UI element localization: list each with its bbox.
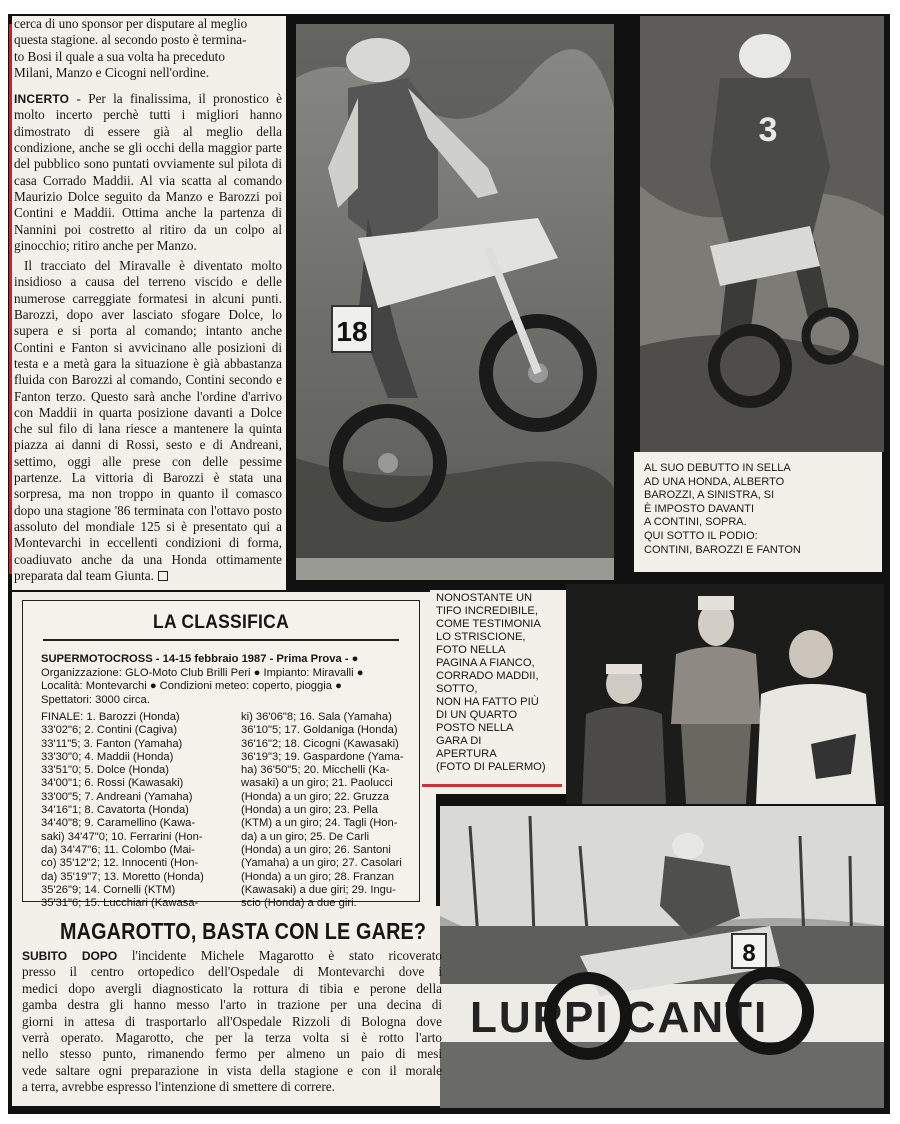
red-underline bbox=[422, 784, 562, 787]
results-column-1: FINALE: 1. Barozzi (Honda) 33'02"6; 2. Contini (Cagiva) 33'11"5; 3. Fanton (Yamaha) 33'30"0; 4. Maddii (Honda) 33'51"0; 5. Dolce (Honda) 34'00"1; 6. Rossi (Kawasaki) 33'00"5; 7. Andreani (Yamaha) 34'16"1; 8. Cavatorta (Honda) 34'40"8; 9. Caramellino (Kawa- saki) 34'47"0; 10. Ferrarini (Hon- da) 34'47"6; 11. Colombo (Mai- co) 35'12"2; 12. Innocenti (Hon- da) 35'19"7; 13. Moretto (Honda) 35'26"9; 14. Cornelli (KTM) 35'31"6; 15. Lucchiari (Kawasa- bbox=[41, 711, 204, 910]
incerto-kicker: INCERTO bbox=[14, 92, 70, 107]
banner-text: LUPPI CANTI bbox=[470, 993, 769, 1042]
photo-rider-maddii-banner bbox=[440, 806, 884, 1108]
incerto-text: - Per la finalissima, il pronostico è molto incerto perchè tutti i migliori hanno dimostrato di essere già al meglio della condizione, anche se gli occhi della maggior parte del pubblico sono puntati ovviamente sul pilota di casa Corrado Maddii. Al via scatta al comando Maurizio Dolce seguito da Manzo e Barozzi poi Contini e Maddii. Ottima anche la partenza di Nannini poi costretto al ritiro da un colpo al ginocchio; ritiro anche per Manzo. bbox=[14, 91, 282, 253]
caption-maddii: NONOSTANTE UN TIFO INCREDIBILE, COME TESTIMONIA LO STRISCIONE, FOTO NELLA PAGINA A FIANCO, CORRADO MADDII, SOTTO, NON HA FATTO PIÙ DI UN QUARTO POSTO NELLA GARA DI APERTURA (FOTO DI PALERMO) bbox=[436, 592, 546, 773]
caption-barozzi-podio: AL SUO DEBUTTO IN SELLA AD UNA HONDA, ALBERTO BAROZZI, A SINISTRA, SI È IMPOSTO DAVANTI A CONTINI, SOPRA. QUI SOTTO IL PODIO: CONTINI, BAROZZI E FANTON bbox=[644, 462, 801, 556]
results-column-2: ki) 36'06"8; 16. Sala (Yamaha) 36'10"5; 17. Goldaniga (Honda) 36'16"2; 18. Cicogni (Kawasaki) 36'19"3; 19. Gaspardone (Yama- ha) 36'50"5; 20. Micchelli (Ka- wasaki) a un giro; 21. Paolucci (Honda) a un giro; 22. Gruzza (Honda) a un giro; 23. Pella (KTM) a un giro; 24. Tagli (Hon- da) a un giro; 25. De Carli (Honda) a un giro; 26. Santoni (Yamaha) a un giro; 27. Casolari (Honda) a un giro; 28. Franzan (Kawasaki) a due giri; 29. Ingu- scio (Honda) a due giri. bbox=[241, 711, 404, 910]
title-rule bbox=[43, 639, 399, 641]
race-info: SUPERMOTOCROSS - 14-15 febbraio 1987 - Prima Prova - ● Organizzazione: GLO-Moto Club Brilli Peri ● Impianto: Miravalli ● Località: Montevarchi ● Condizioni meteo: coperto, pioggia ● Spettatori: 3000 circa. bbox=[41, 653, 364, 706]
article-lead: cerca di uno sponsor per disputare al meglio questa stagione. al secondo posto è termina- to Bosi il quale a sua volta ha preceduto Milani, Manzo e Cicogni nell'ordine. bbox=[14, 16, 248, 80]
photo-podium bbox=[566, 584, 884, 804]
magarotto-headline: MAGAROTTO, BASTA CON LE GARE? bbox=[60, 918, 427, 944]
magarotto-article: SUBITO DOPO l'incidente Michele Magarotto è stato ricoverato presso il centro ortopedico dell'Ospedale di Montevarchi dove i medici dopo avergli diagnosticato la rottura di tibia e perone della gamba destra gli hanno messo l'arto in trazione per una decina di giorni in attesa di trasportarlo all'Ospedale Rizzoli di Bologna dove verrà operato. Magarotto, che per la terza volta si è rotto l'arto nello stesso punto, rimanendo fermo per almeno un paio di mesi vede saltare ogni preparazione in vista della stagione e con il morale a terra, avrebbe espresso l'intenzione di smettere di correre. bbox=[22, 948, 442, 1095]
article-paragraph-incerto bbox=[14, 91, 282, 254]
photo-rider-jump-barozzi bbox=[288, 18, 620, 590]
rider-number-18: 18 bbox=[336, 316, 368, 347]
end-of-article-mark bbox=[158, 571, 168, 581]
red-margin-mark bbox=[9, 24, 12, 574]
rider-number-3: 3 bbox=[758, 111, 778, 149]
article-paragraph-2: Il tracciato del Miravalle è diventato molto insidioso a causa del terreno viscido e delle numerose carreggiate formatesi in alcuni punti. Barozzi, dopo aver lasciato sfogare Dolce, lo supera e si porta al comando; intanto anche Contini e Fanton si avvicinano alle posizioni di testa e a metà gara la situazione è già abbastanza fluida con Barozzi al comando, Contini secondo e Fanton terzo. Questo sarà anche l'ordine d'arrivo con Maddii in quarta posizione davanti a Dolce che sul filo di lana riesce a mantenere la quinta piazza ai danni di Rossi, sesto e di Andreani, settimo, oggi alle prese con delle pessime partenze. La vittoria di Barozzi è stata una sorpresa, ma non troppo in quanto il comasco dopo una stagione '86 terminata con l'ottavo posto assoluto del mondiale 125 si è presentato qui a Montevarchi in eccellenti condizioni di forma, coadiuvato anche da una Honda ottimamente preparata dal team Giunta. bbox=[14, 258, 282, 583]
classifica-title: LA CLASSIFICA bbox=[153, 612, 289, 633]
rider-number-8: 8 bbox=[742, 940, 756, 967]
article-column bbox=[14, 16, 282, 584]
classifica-box bbox=[22, 600, 420, 910]
photo-rider-contini bbox=[640, 16, 884, 452]
magarotto-kicker: SUBITO DOPO bbox=[22, 949, 118, 963]
